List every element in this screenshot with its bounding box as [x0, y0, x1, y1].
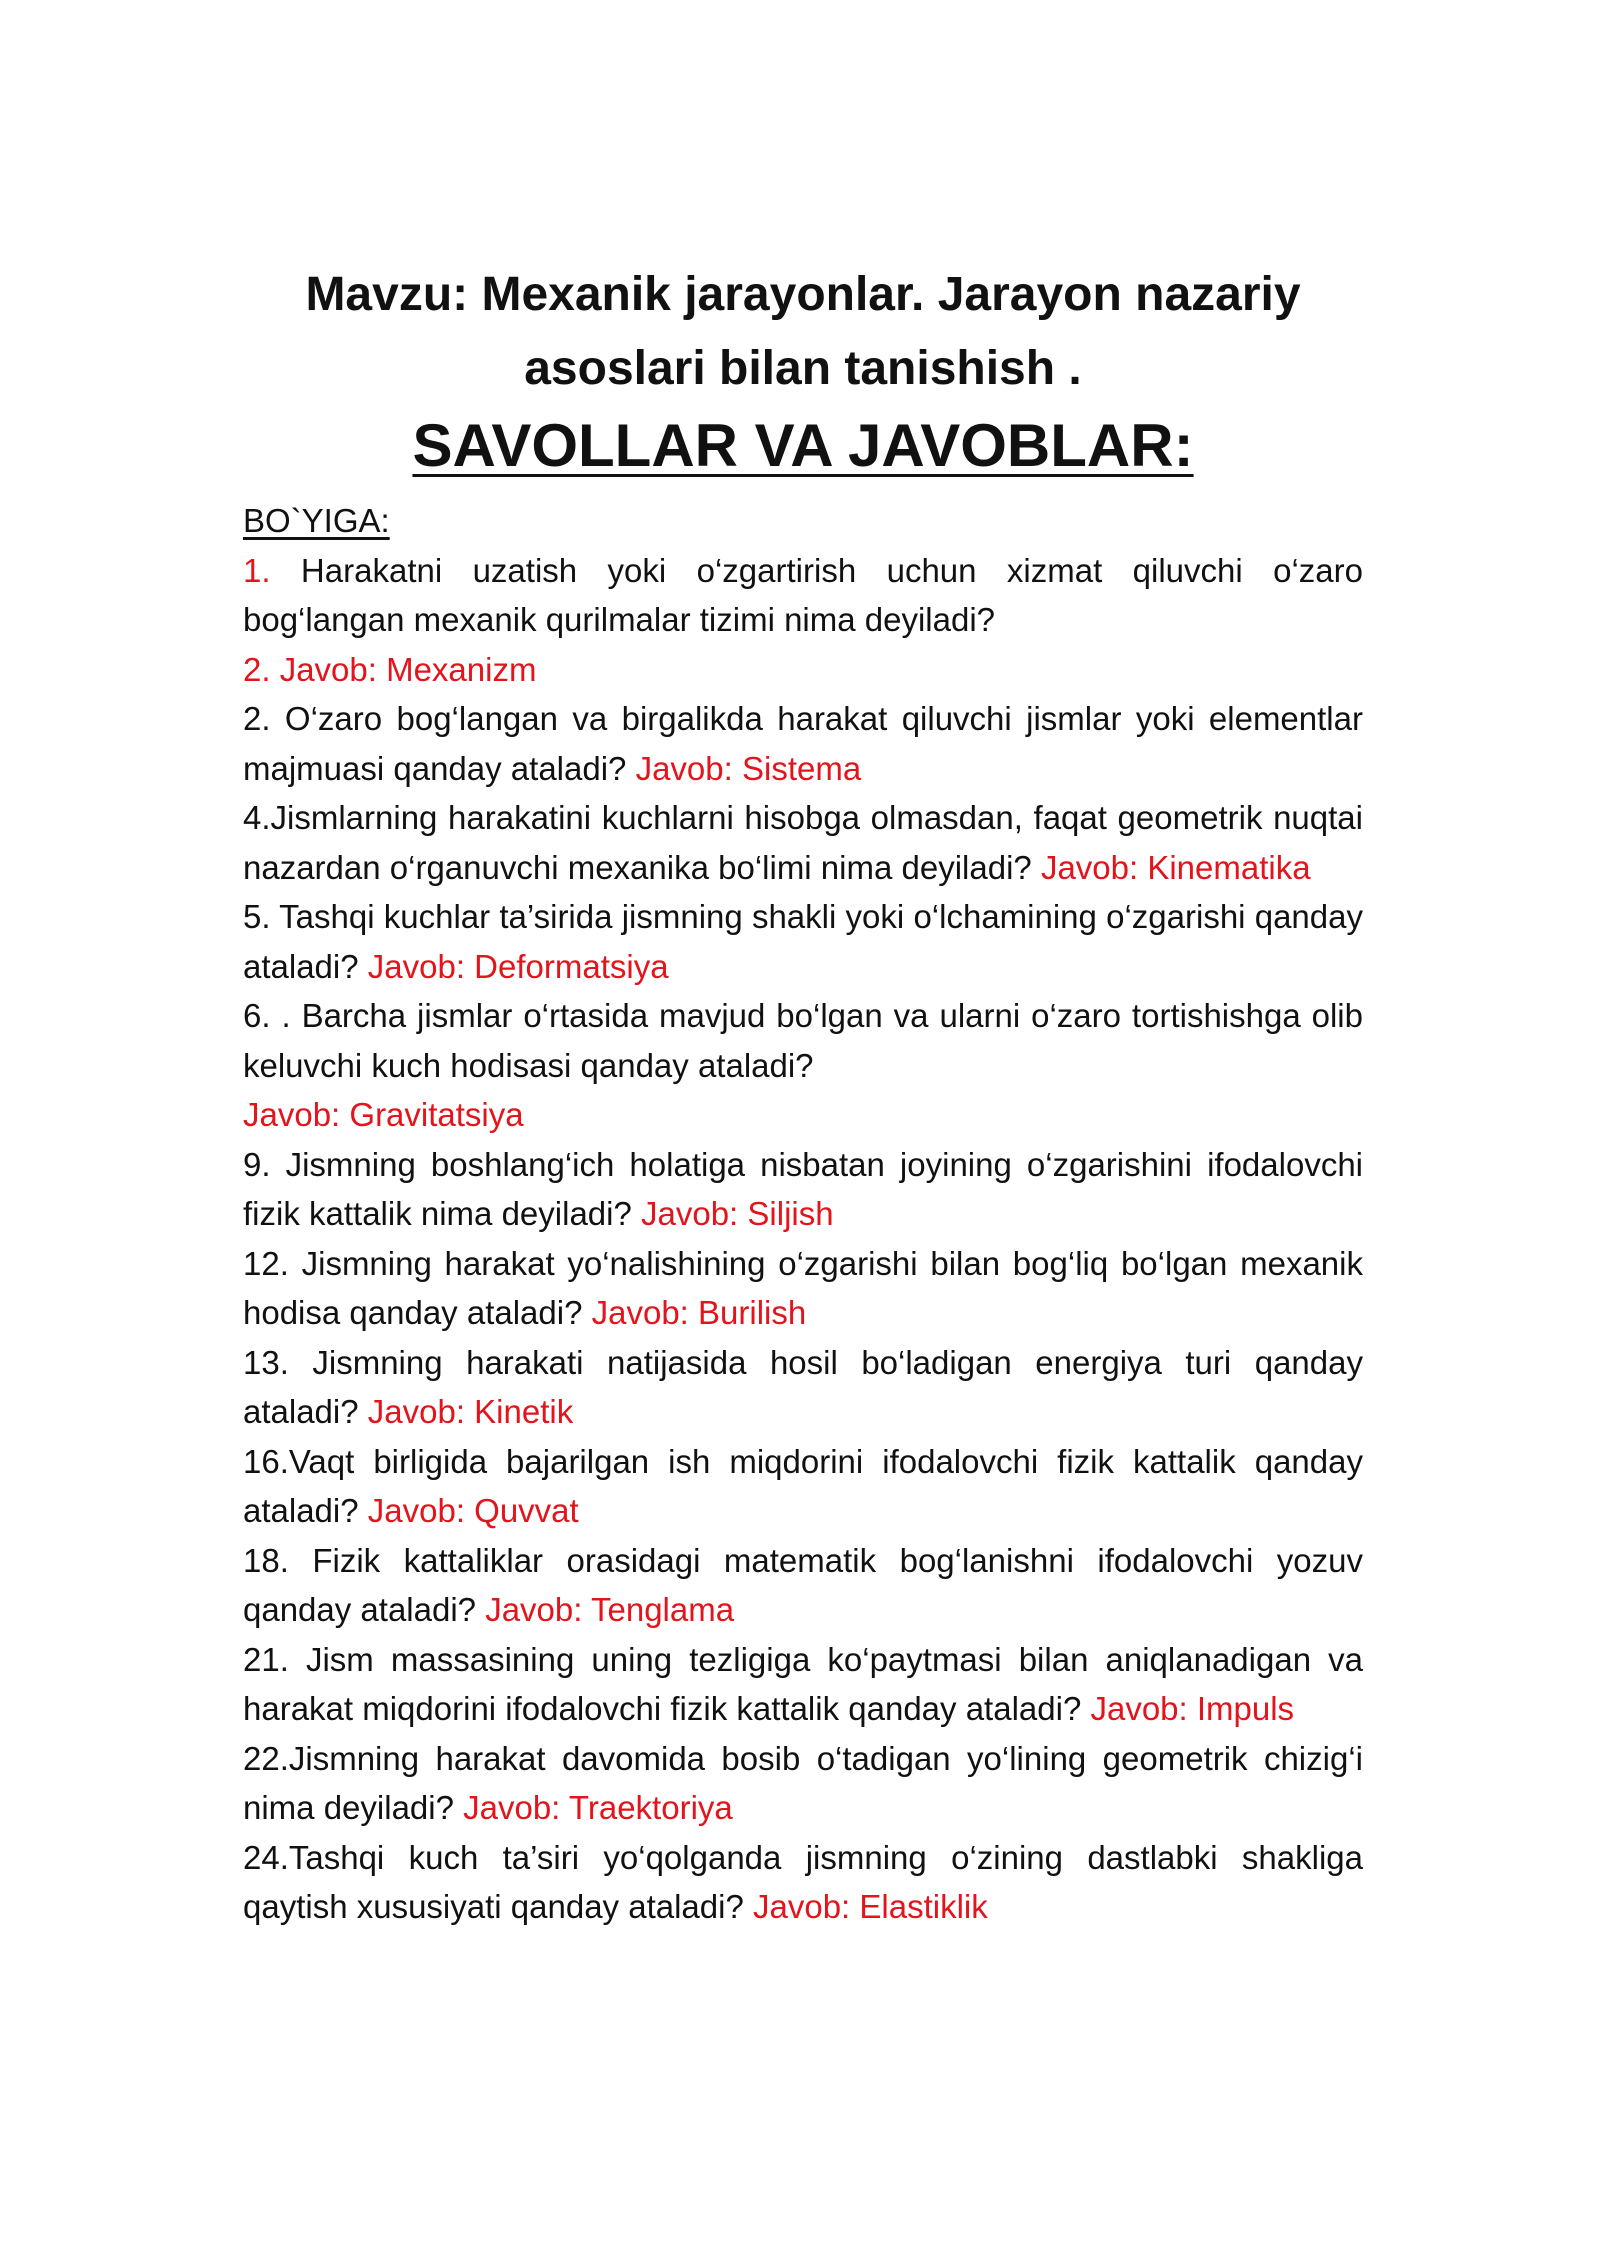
answer-text: Javob: Tenglama	[485, 1591, 735, 1628]
question-text: 16.Vaqt birligida bajarilgan ish miqdorini ifodalovchi fizik kattalik qanday ataladi?	[243, 1442, 1363, 1529]
question-text: 9. Jismning boshlang‘ich holatiga nisbatan joyining o‘zgarishini ifodalovchi fizik kattalik nima deyiladi?	[243, 1145, 1363, 1232]
answer-text: 2. Javob: Mexanizm	[243, 650, 537, 688]
qa-item	[243, 694, 1363, 793]
qa-item	[243, 1140, 1363, 1239]
qa-item	[243, 1090, 1363, 1140]
answer-text: Javob: Traektoriya	[463, 1789, 733, 1826]
question-text: 6. . Barcha jismlar o‘rtasida mavjud bo‘lgan va ularni o‘zaro tortishishga olib keluvchi kuch hodisasi qanday ataladi?	[243, 997, 1363, 1084]
answer-text: Javob: Kinematika	[1040, 848, 1311, 886]
answer-text: Javob: Sistema	[635, 749, 862, 787]
qa-item	[243, 1536, 1363, 1635]
question-text: 21. Jism massasining uning tezligiga ko‘paytmasi bilan aniqlanadigan va harakat miqdorini ifodalovchi fizik kattalik qanday ataladi?	[243, 1640, 1363, 1727]
question-text: 22.Jismning harakat davomida bosib o‘tadigan yo‘lining geometrik chizig‘i nima deyiladi?	[243, 1739, 1363, 1826]
answer-text: Javob: Impuls	[1090, 1690, 1295, 1727]
question-text: Harakatni uzatish yoki o‘zgartirish uchun xizmat qiluvchi o‘zaro bog‘langan mexanik qurilmalar tizimi nima deyiladi?	[243, 551, 1363, 638]
qa-item	[243, 1437, 1363, 1536]
answer-text: Javob: Siljish	[641, 1195, 834, 1232]
question-text: 18. Fizik kattaliklar orasidagi matematik bog‘lanishni ifodalovchi yozuv qanday ataladi?	[243, 1541, 1363, 1628]
answer-text: Javob: Quvvat	[367, 1492, 579, 1529]
question-text: 4.Jismlarning harakatini kuchlarni hisobga olmasdan, faqat geometrik nuqtai nazardan o‘rganuvchi mexanika bo‘limi nima deyiladi?	[243, 799, 1363, 886]
question-text: 2. O‘zaro bog‘langan va birgalikda harakat qiluvchi jismlar yoki elementlar majmuasi qanday ataladi?	[243, 700, 1363, 787]
document-page	[243, 258, 1363, 1932]
qa-item	[243, 1239, 1363, 1338]
qa-item	[243, 1734, 1363, 1833]
answer-text: Javob: Kinetik	[367, 1393, 574, 1430]
qa-item	[243, 645, 1363, 695]
item-number: 1.	[243, 551, 271, 589]
qa-item	[243, 1338, 1363, 1437]
qa-item	[243, 1833, 1363, 1932]
qa-item	[243, 546, 1363, 645]
question-text: 5. Tashqi kuchlar ta’sirida jismning shakli yoki o‘lchamining o‘zgarishi qanday ataladi?	[243, 898, 1363, 985]
document-subtitle: SAVOLLAR VA JAVOBLAR:	[412, 412, 1194, 479]
qa-item	[243, 793, 1363, 892]
qa-item	[243, 1635, 1363, 1734]
question-text: 12. Jismning harakat yo‘nalishining o‘zgarishi bilan bog‘liq bo‘lgan mexanik hodisa qanday ataladi?	[243, 1244, 1363, 1331]
question-text: 24.Tashqi kuch ta’siri yo‘qolganda jismning o‘zining dastlabki shakliga qaytish xususiyati qanday ataladi?	[243, 1838, 1363, 1925]
question-text: 13. Jismning harakati natijasida hosil bo‘ladigan energiya turi qanday ataladi?	[243, 1343, 1363, 1430]
section-label: BO`YIGA:	[243, 502, 390, 539]
answer-text: Javob: Deformatsiya	[367, 947, 669, 985]
qa-item	[243, 892, 1363, 991]
answer-text: Javob: Burilish	[591, 1294, 807, 1331]
qa-item	[243, 991, 1363, 1090]
document-title: Mavzu: Mexanik jarayonlar. Jarayon nazariy asoslari bilan tanishish .	[305, 268, 1301, 395]
answer-text: Javob: Elastiklik	[753, 1888, 988, 1925]
qa-list	[243, 546, 1363, 1932]
answer-text: Javob: Gravitatsiya	[243, 1096, 524, 1133]
